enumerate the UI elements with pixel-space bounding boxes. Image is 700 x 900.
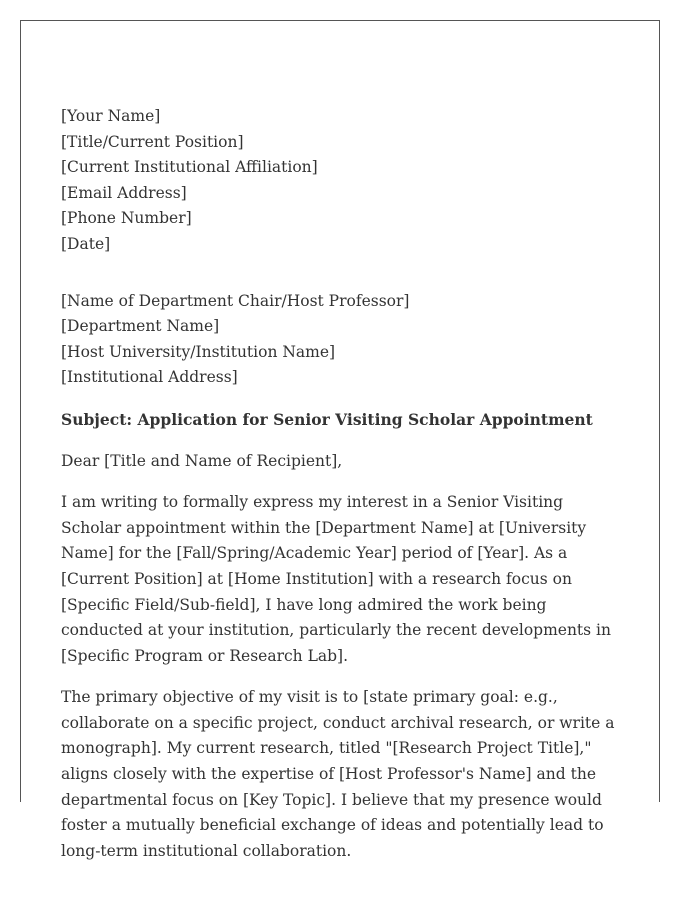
sender-title: [Title/Current Position]	[61, 132, 244, 151]
sender-name: [Your Name]	[61, 107, 161, 125]
recipient-department: [Department Name]	[61, 317, 220, 336]
salutation: Dear [Title and Name of Recipient],	[61, 451, 343, 470]
letter-page	[20, 20, 660, 860]
sender-block	[61, 104, 621, 258]
letter-content	[61, 104, 621, 864]
letter-date: [Date]	[61, 234, 111, 253]
recipient-address: [Institutional Address]	[61, 368, 238, 387]
recipient-institution: [Host University/Institution Name]	[61, 342, 336, 361]
recipient-name: [Name of Department Chair/Host Professor]	[61, 291, 410, 310]
sender-phone: [Phone Number]	[61, 209, 192, 228]
body-paragraph-1: I am writing to formally express my interest in a Senior Visiting Scholar appointment within the [Department Name] at [University Name] for the [Fall/Spring/Academic Year] period of [Year]. As a [Current Position] at [Home Institution] with a research focus on [Specific Field/Sub-field], I have long admired the work being conducted at your institution, particularly the recent developments in [Specific Program or Research Lab].	[61, 493, 611, 665]
sender-email: [Email Address]	[61, 183, 187, 202]
body-paragraph-2: The primary objective of my visit is to [state primary goal: e.g., collaborate on a specific project, conduct archival research, or write a monograph]. My current research, titled "[Research Project Title]," aligns closely with the expertise of [Host Professor's Name] and the departmental focus on [Key Topic]. I believe that my presence would foster a mutually beneficial exchange of ideas and potentially lead to long-term institutional collaboration.	[61, 688, 615, 860]
recipient-block	[61, 289, 621, 391]
subject-line: Subject: Application for Senior Visiting Scholar Appointment	[61, 409, 593, 429]
sender-affiliation: [Current Institutional Affiliation]	[61, 158, 318, 177]
